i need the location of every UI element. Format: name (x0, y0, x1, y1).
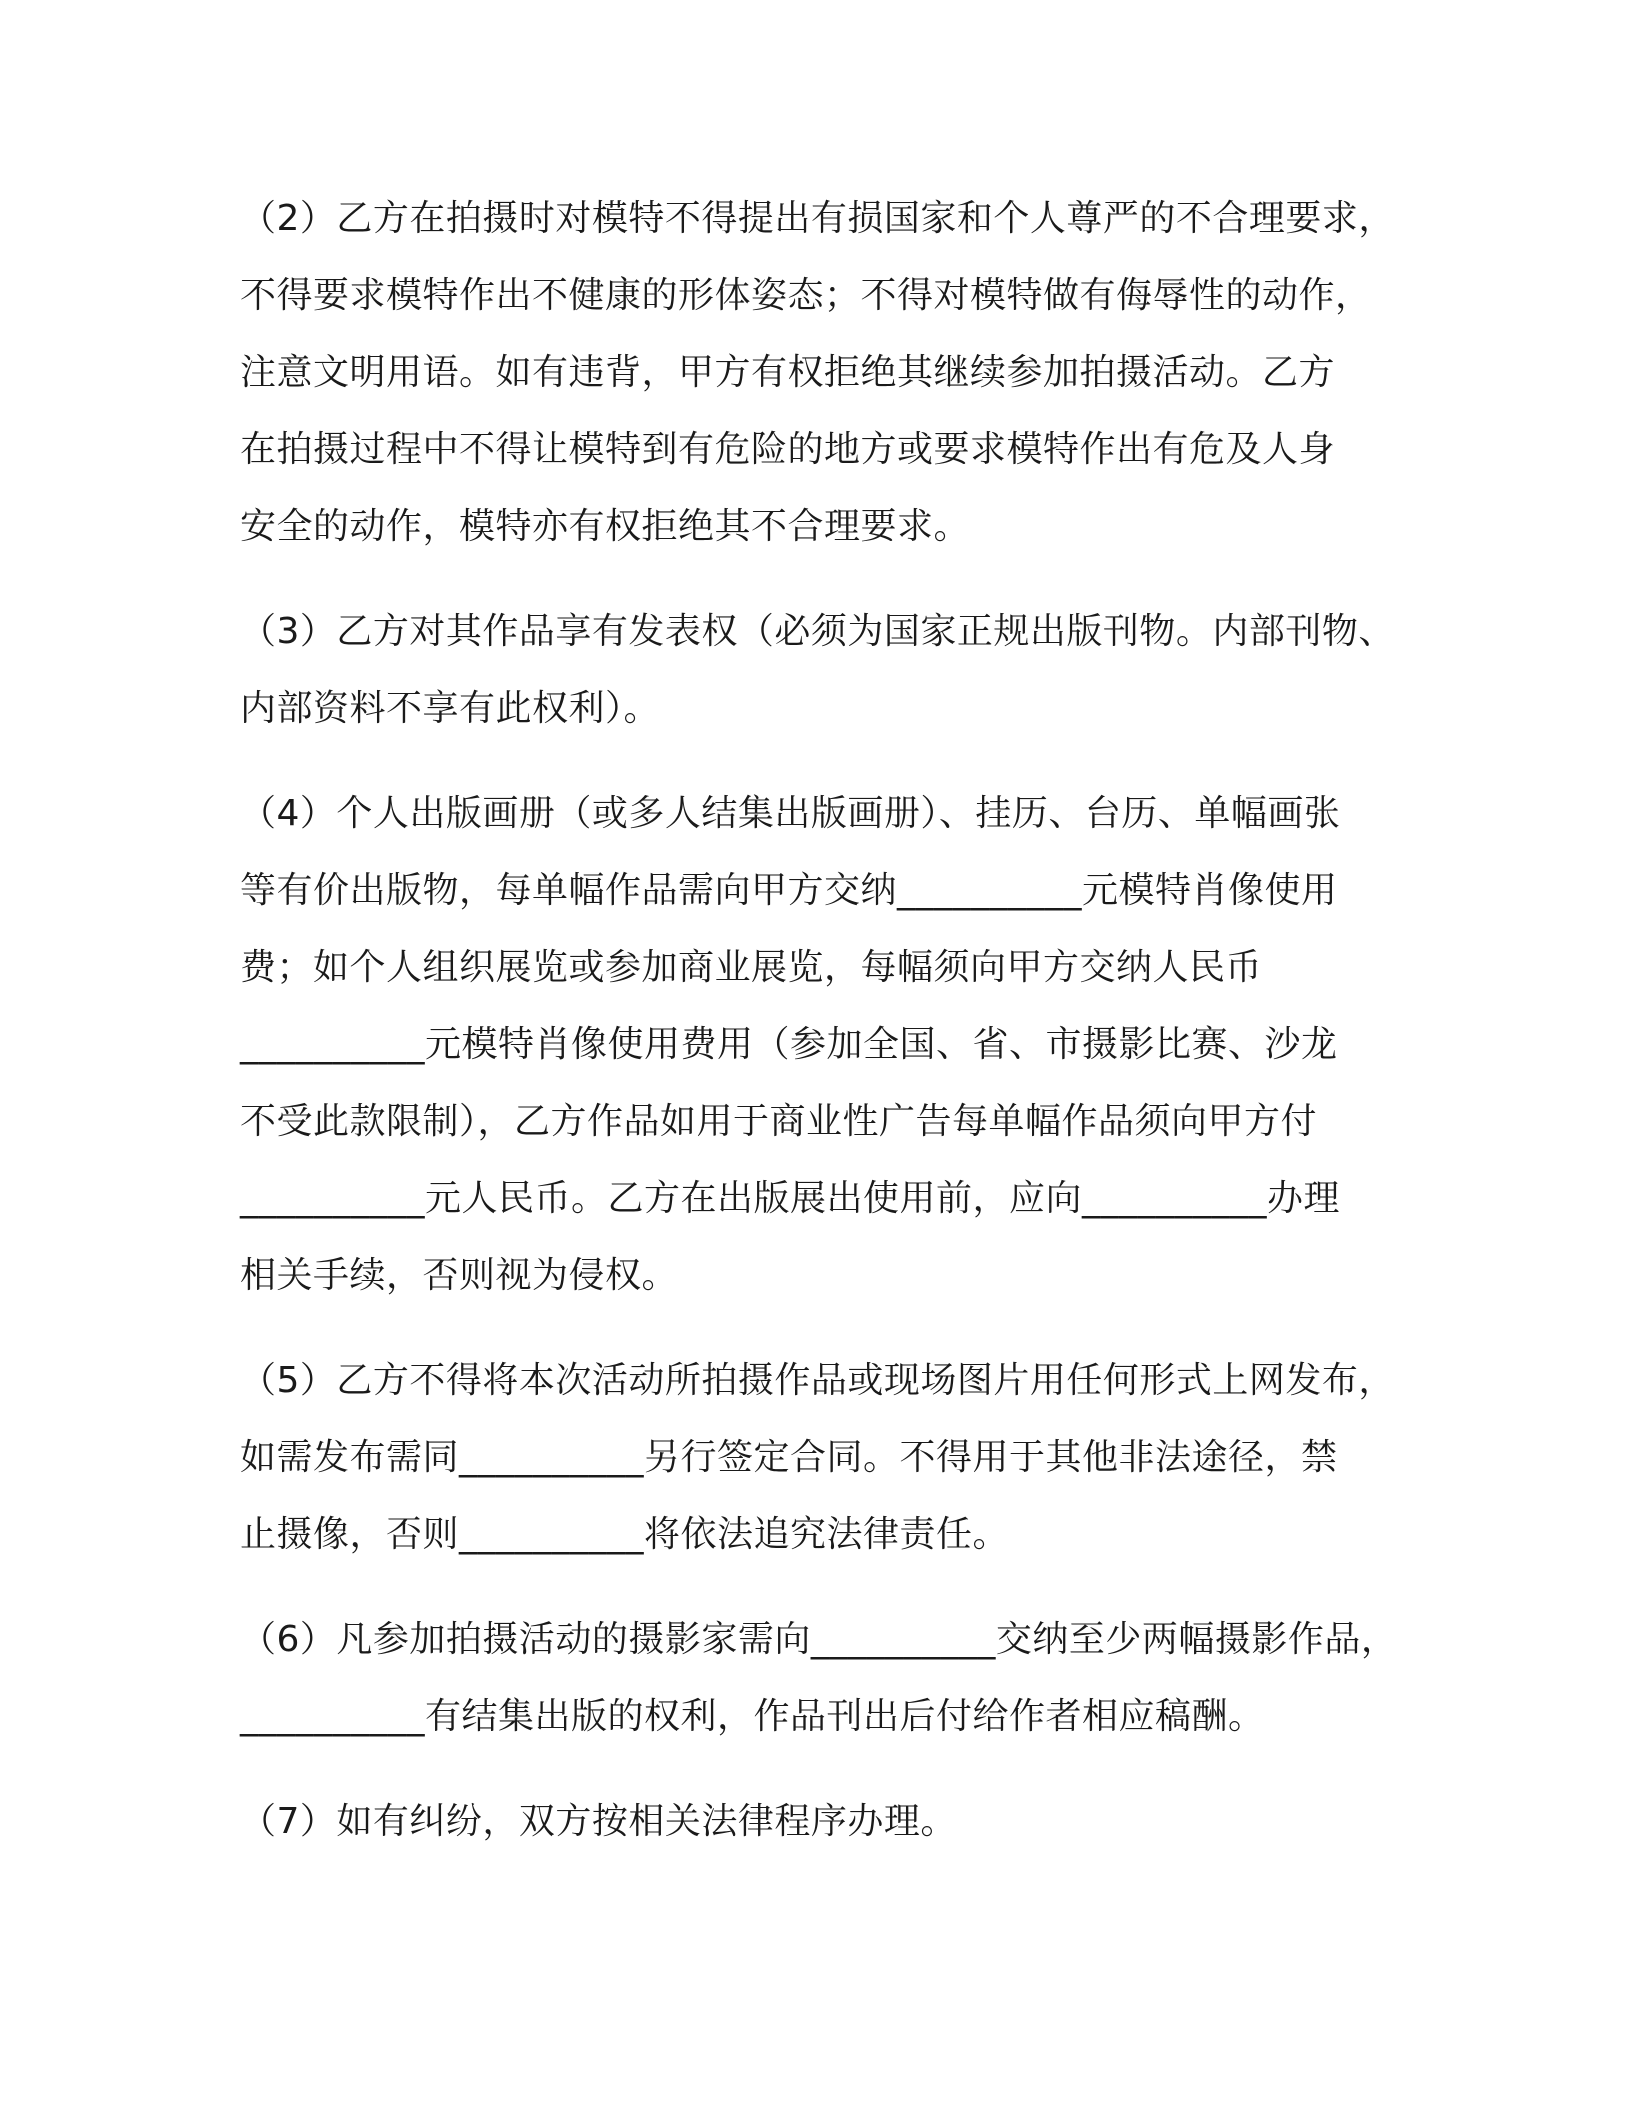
text-line: （5）乙方不得将本次活动所拍摄作品或现场图片用任何形式上网发布， (240, 1360, 1395, 1401)
text-line: 费；如个人组织展览或参加商业展览，每幅须向甲方交纳人民币 (240, 947, 1263, 988)
text-line: 不受此款限制），乙方作品如用于商业性广告每单幅作品须向甲方付 (240, 1101, 1318, 1142)
paragraph-clause-5 (240, 1342, 1400, 1573)
text-line: 如需发布需同__________另行签定合同。不得用于其他非法途径，禁 (240, 1437, 1338, 1478)
document-body (240, 180, 1400, 1888)
text-line: 止摄像，否则__________将依法追究法律责任。 (240, 1514, 1010, 1555)
paragraph-clause-3 (240, 593, 1400, 747)
paragraph-clause-6 (240, 1601, 1400, 1755)
text-line: （3）乙方对其作品享有发表权（必须为国家正规出版刊物。内部刊物、 (240, 611, 1395, 652)
paragraph-clause-7 (240, 1783, 1400, 1860)
text-line: 在拍摄过程中不得让模特到有危险的地方或要求模特作出有危及人身 (240, 429, 1336, 470)
text-line: （6）凡参加拍摄活动的摄影家需向__________交纳至少两幅摄影作品， (240, 1619, 1398, 1660)
text-line: 注意文明用语。如有违背，甲方有权拒绝其继续参加拍摄活动。乙方 (240, 352, 1336, 393)
text-line: （4）个人出版画册（或多人结集出版画册）、挂历、台历、单幅画张 (240, 793, 1341, 834)
text-line: __________有结集出版的权利，作品刊出后付给作者相应稿酬。 (240, 1696, 1265, 1737)
text-line: __________元人民币。乙方在出版展出使用前，应向__________办理 (240, 1178, 1341, 1219)
paragraph-clause-4 (240, 775, 1400, 1314)
text-line: __________元模特肖像使用费用（参加全国、省、市摄影比赛、沙龙 (240, 1024, 1338, 1065)
text-line: 相关手续，否则视为侵权。 (240, 1255, 679, 1296)
text-line: 不得要求模特作出不健康的形体姿态；不得对模特做有侮辱性的动作， (240, 275, 1372, 316)
text-line: 安全的动作，模特亦有权拒绝其不合理要求。 (240, 506, 971, 547)
text-line: 等有价出版物，每单幅作品需向甲方交纳__________元模特肖像使用 (240, 870, 1338, 911)
text-line: 内部资料不享有此权利）。 (240, 688, 661, 729)
paragraph-clause-2 (240, 180, 1400, 565)
text-line: （7）如有纠纷，双方按相关法律程序办理。 (240, 1801, 957, 1842)
text-line: （2）乙方在拍摄时对模特不得提出有损国家和个人尊严的不合理要求， (240, 198, 1395, 239)
